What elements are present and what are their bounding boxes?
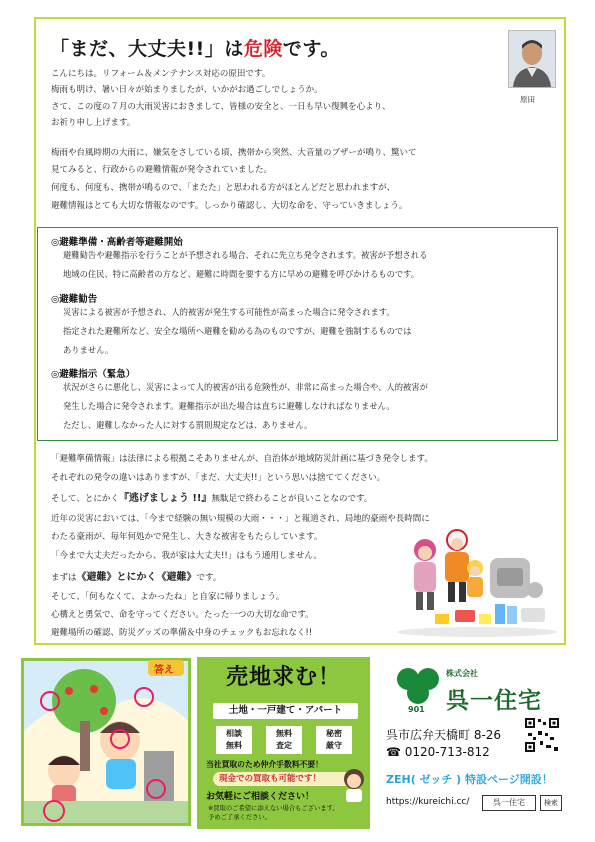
section-text: 地域の住民、特に高齢者の方など、避難に時間を要する方に早めの避難を呼びかけるものです。 xyxy=(63,269,420,279)
para2-line: 避難情報はとても大切な情報なのです。しっかり確認し、大切な命を、守っていきましょう。 xyxy=(51,201,408,211)
qr-code xyxy=(524,717,560,753)
section-text: 発生した場合に発令されます。避難指示が出た場合は直ちに避難しなければなりません。 xyxy=(63,401,395,411)
title-danger-word: 危険 xyxy=(243,38,283,60)
intro-line: さて、この度の７月の大雨災害におきまして、皆様の安全と、一日も早い復興を心より、 xyxy=(51,102,391,112)
section-text: ありません。 xyxy=(63,345,114,355)
para2-line: 何度も、何度も、携帯が鳴るので、「またた」と思われる方がほとんどだと思われますが、 xyxy=(51,183,396,193)
ad-free-assessment: 無料 査定 xyxy=(266,726,302,754)
ad-note: 予めご了承ください。 xyxy=(208,814,271,821)
author-name-caption: 原田 xyxy=(520,95,535,104)
ad-confidential: 秘密 厳守 xyxy=(316,726,352,754)
section-text: ただし、避難しなかった人に対する罰則規定などは、ありません。 xyxy=(63,420,313,430)
ad-title: 売地求む！ xyxy=(225,665,341,690)
ad-cash-purchase: 現金での買取も可能です！ xyxy=(213,772,358,786)
section-heading: ◎避難準備・高齢者等避難開始 xyxy=(51,237,183,248)
zeh-special-page-notice: ZEH( ゼッチ ) 特設ページ開設！ xyxy=(386,773,553,786)
author-photo xyxy=(508,30,556,88)
evacuation-family-illustration xyxy=(395,528,560,638)
section-text: 避難勧告や避難指示を行うことが予想される場合、それに先立ち発令されます。被害が予想される xyxy=(63,250,428,260)
closing-line: 心構えと勇気で、命を守ってください。たった一つの大切な命です。 xyxy=(51,610,314,620)
closing-line: それぞれの発令の違いはありますが、「まだ、大丈夫!!」という思いは捨ててください。 xyxy=(51,473,386,483)
closing-line: そして、「何もなくて、よかったね」と自家に帰りましょう。 xyxy=(51,592,285,602)
company-phone: ☎ 0120-713-812 xyxy=(386,745,490,759)
closing-line: 「避難準備情報」は法律による根拠こそありませんが、自治体が地域防災計画に基づき発令します。 xyxy=(51,454,433,464)
section-text: 状況がさらに悪化し、災害によって人的被害が出る危険性が、非常に高まった場合や、人的被害が xyxy=(63,382,428,392)
closing-line: わたる豪雨が、毎年何処かで発生し、大きな被害をもたらしています。 xyxy=(51,532,323,542)
intro-line: お祈り申し上げます。 xyxy=(51,118,136,128)
closing-line: 避難場所の確認、防災グッズの準備＆中身のチェックもお忘れなく!! xyxy=(51,628,313,638)
intro-line: 梅雨も明け、暑い日々が始まりましたが、いかがお過ごしでしょうか。 xyxy=(51,85,323,95)
page-title xyxy=(50,34,340,61)
spot-difference-answer-illustration xyxy=(21,658,191,826)
company-name: 呉一住宅 xyxy=(446,688,542,714)
closing-line: まずは《避難》とにかく《避難》です。 xyxy=(51,572,222,583)
company-type-label: 株式会社 xyxy=(446,669,478,678)
ad-note: ※買取のご希望に添えない場合もございます。 xyxy=(208,805,339,812)
para2-line: 見てみると、行政からの避難情報が発令されていました。 xyxy=(51,165,273,175)
ad-mascot-icon xyxy=(342,768,366,802)
title-post: です。 xyxy=(282,38,340,60)
closing-line: 近年の災害においては、「今まで経験の無い規模の大雨・・・」と報道され、局地的豪雨や長時間に xyxy=(51,514,430,524)
company-logo-icon xyxy=(392,665,444,707)
section-text: 災害による被害が予想され、人的被害が発生する可能性が高まった場合に発令されます。 xyxy=(63,307,395,317)
phone-icon: ☎ xyxy=(386,745,405,759)
section-text: 指定された避難所など、安全な場所へ避難を勧める為のものですが、避難を強制するものでは xyxy=(63,326,412,336)
intro-line: こんにちは。リフォーム＆メンテナンス対応の原田です。 xyxy=(51,69,271,79)
closing-line: 「今まで大丈夫だったから、我が家は大丈夫!!」はもう通用しません。 xyxy=(51,551,322,561)
company-url[interactable]: https://kureichi.cc/ xyxy=(386,797,470,807)
company-address: 呉市広弁天橋町 8-26 xyxy=(386,728,502,742)
section-heading: ◎避難指示（緊急） xyxy=(51,369,136,380)
ad-property-types: 土地・一戸建て・アパート xyxy=(213,703,358,719)
closing-line: そして、とにかく『逃げましょう !!』無駄足で終わることが良いことなのです。 xyxy=(51,493,373,504)
para2-line: 梅雨や台風時期の大雨に、嫌気をさしている頃、携帯から突然、大音量のブザーが鳴り、驚いて xyxy=(51,148,417,158)
search-keyword-box[interactable]: 呉一住宅 xyxy=(482,795,536,811)
ad-contact-line: お気軽にご相談ください！ xyxy=(206,792,315,802)
ad-no-fee-line: 当社買取のため仲介手数料不要！ xyxy=(206,760,323,769)
answer-badge-text: 答え xyxy=(154,665,174,676)
ad-free-consult: 相談 無料 xyxy=(216,726,252,754)
search-button[interactable]: 検索 xyxy=(540,795,562,811)
section-heading: ◎避難勧告 xyxy=(51,294,98,305)
title-pre: 「まだ、大丈夫!!」は xyxy=(50,38,244,60)
company-mark-number: 901 xyxy=(408,705,425,714)
